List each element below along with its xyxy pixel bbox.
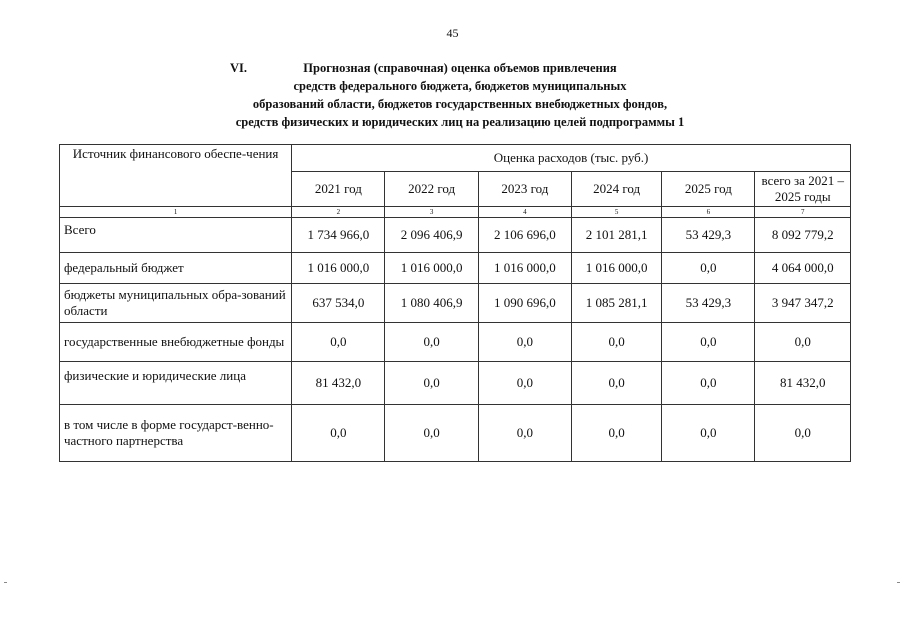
table-row-total [60,218,851,253]
cell-value: 53 429,3 [662,284,755,323]
cell-value: 0,0 [662,323,755,362]
table-row-public-private-partnership [60,405,851,462]
cell-value: 0,0 [478,362,571,405]
header-row-1 [60,145,851,172]
column-number: 6 [662,207,755,218]
cell-value: 0,0 [662,362,755,405]
cell-value: 1 016 000,0 [572,253,662,284]
cell-value: 1 016 000,0 [478,253,571,284]
cell-value-total: 3 947 347,2 [755,284,851,323]
year-header-2021: 2021 год [292,172,385,207]
column-number: 4 [478,207,571,218]
cell-value: 1 085 281,1 [572,284,662,323]
row-label: Всего [60,218,292,253]
heading-line-3: образований области, бюджетов государственных внебюджетных фондов, [252,97,668,111]
page-number: 45 [446,26,459,40]
funding-table [59,144,851,462]
section-heading [180,59,740,131]
cell-value: 0,0 [385,362,478,405]
table-row-individuals-and-legal-entities [60,362,851,405]
cell-value: 81 432,0 [292,362,385,405]
column-number: 7 [755,207,851,218]
row-label: физические и юридические лица [60,362,292,405]
row-label: федеральный бюджет [60,253,292,284]
cell-value: 0,0 [292,405,385,462]
scan-mark-left [4,582,7,583]
row-label: государственные внебюджетные фонды [60,323,292,362]
heading-line-2: средств федерального бюджета, бюджетов муниципальных [293,79,627,93]
cell-value: 0,0 [572,362,662,405]
total-header: всего за 2021 – 2025 годы [755,172,851,207]
row-label: бюджеты муниципальных обра-зований области [60,284,292,323]
row-label: в том числе в форме государст-венно-частного партнерства [60,405,292,462]
column-number: 5 [572,207,662,218]
source-column-header: Источник финансового обеспе-чения [60,145,292,207]
column-number: 1 [60,207,292,218]
cell-value-total: 4 064 000,0 [755,253,851,284]
cell-value: 1 080 406,9 [385,284,478,323]
cell-value: 0,0 [292,323,385,362]
cell-value: 0,0 [662,253,755,284]
year-header-2023: 2023 год [478,172,571,207]
cell-value: 1 016 000,0 [385,253,478,284]
cell-value: 0,0 [478,405,571,462]
cell-value-total: 81 432,0 [755,362,851,405]
cell-value: 0,0 [572,405,662,462]
column-number: 2 [292,207,385,218]
cell-value-total: 0,0 [755,323,851,362]
year-header-2024: 2024 год [572,172,662,207]
cell-value: 0,0 [385,405,478,462]
expense-estimate-header: Оценка расходов (тыс. руб.) [292,145,851,172]
table-row-extrabudgetary-funds [60,323,851,362]
cell-value: 1 734 966,0 [292,218,385,253]
cell-value: 0,0 [662,405,755,462]
column-number: 3 [385,207,478,218]
cell-value: 0,0 [385,323,478,362]
heading-line-4: средств физических и юридических лиц на реализацию целей подпрограммы 1 [235,115,685,129]
year-header-2025: 2025 год [662,172,755,207]
year-header-2022: 2022 год [385,172,478,207]
cell-value: 0,0 [478,323,571,362]
cell-value: 637 534,0 [292,284,385,323]
cell-value-total: 8 092 779,2 [755,218,851,253]
scan-mark-right [897,582,900,583]
cell-value: 2 101 281,1 [572,218,662,253]
table-row-federal-budget [60,253,851,284]
cell-value: 53 429,3 [662,218,755,253]
cell-value: 2 106 696,0 [478,218,571,253]
heading-line-1: Прогнозная (справочная) оценка объемов привлечения [303,61,617,75]
column-number-row [60,207,851,218]
section-number: VI. [230,61,248,75]
cell-value: 2 096 406,9 [385,218,478,253]
cell-value: 1 016 000,0 [292,253,385,284]
cell-value-total: 0,0 [755,405,851,462]
cell-value: 0,0 [572,323,662,362]
cell-value: 1 090 696,0 [478,284,571,323]
table-row-municipal-budgets [60,284,851,323]
